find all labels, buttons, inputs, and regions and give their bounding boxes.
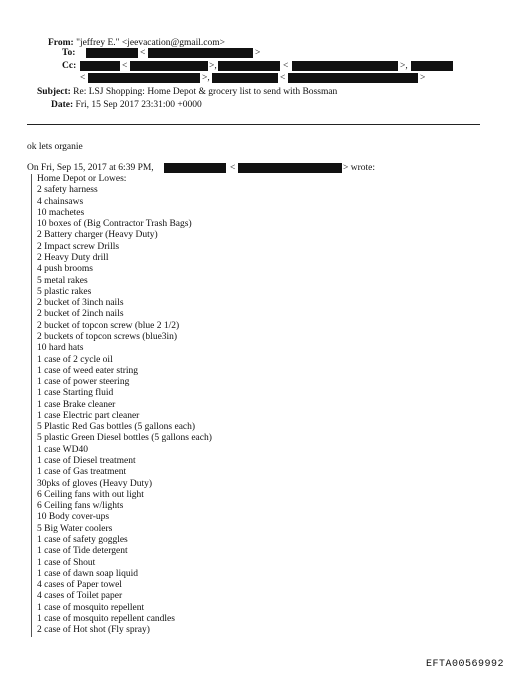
quote-intro: On Fri, Sep 15, 2017 at 6:39 PM, — [27, 163, 154, 173]
redaction-cc-7 — [212, 73, 278, 83]
list-item: 1 case of mosquito repellent candles — [37, 613, 175, 624]
list-item: 2 Impact screw Drills — [37, 241, 120, 252]
list-item: 5 plastic Green Diesel bottles (5 gallons each) — [37, 433, 212, 444]
redaction-cc-5 — [411, 61, 453, 71]
redaction-quote-name — [164, 163, 226, 173]
redaction-cc-8 — [288, 73, 418, 83]
list-item: 6 Ceiling fans w/lights — [37, 501, 124, 512]
list-item: 30pks of gloves (Heavy Duty) — [37, 478, 153, 489]
subject-line — [37, 86, 337, 98]
redaction-to-email — [148, 48, 253, 58]
list-item: 1 case of Diesel treatment — [37, 456, 136, 467]
list-item: 2 buckets of topcon screws (blue3in) — [37, 331, 178, 342]
list-item: 2 bucket of 3inch nails — [37, 298, 124, 309]
list-item: 1 case of dawn soap liquid — [37, 568, 139, 579]
quote-bracket: < — [230, 163, 236, 173]
list-item: 5 Plastic Red Gas bottles (5 gallons each) — [37, 422, 196, 433]
list-item: 10 boxes of (Big Contractor Trash Bags) — [37, 219, 192, 230]
redaction-cc-6 — [88, 73, 200, 83]
list-item: 1 case Electric part cleaner — [37, 410, 140, 421]
list-item: 1 case of 2 cycle oil — [37, 354, 113, 365]
shopping-list — [37, 185, 212, 636]
date-value: Fri, 15 Sep 2017 23:31:00 +0000 — [75, 100, 202, 110]
list-item: 2 bucket of topcon screw (blue 2 1/2) — [37, 320, 180, 331]
from-value[interactable]: "jeffrey E." <jeevacation@gmail.com> — [76, 38, 225, 48]
list-item: 1 case WD40 — [37, 444, 89, 455]
document-id: EFTA00569992 — [425, 659, 504, 670]
quoted-message — [31, 174, 212, 637]
list-item: 1 case of Gas treatment — [37, 467, 127, 478]
list-item: 6 Ceiling fans with out light — [37, 489, 144, 500]
redaction-quote-email — [238, 163, 342, 173]
list-item: 2 bucket of 2inch nails — [37, 309, 124, 320]
cc-label: Cc: — [62, 61, 77, 71]
list-item: 1 case Starting fluid — [37, 388, 114, 399]
redaction-cc-1 — [80, 61, 120, 71]
redaction-cc-3 — [218, 61, 280, 71]
subject-label: Subject: — [37, 87, 71, 97]
reply-text: ok lets organie — [27, 142, 83, 152]
list-item: 10 Body cover-ups — [37, 512, 110, 523]
list-item: 1 case of Shout — [37, 557, 96, 568]
list-item: 1 case of safety goggles — [37, 535, 128, 545]
list-item: 4 cases of Paper towel — [37, 580, 122, 591]
list-item: 1 case of power steering — [37, 377, 130, 388]
header-divider — [27, 124, 480, 125]
list-item: 5 plastic rakes — [37, 286, 92, 297]
cc-bracket: < — [122, 61, 128, 71]
cc-bracket: >, — [202, 73, 210, 83]
list-item: 1 case of weed eater string — [37, 365, 139, 376]
cc-bracket: < — [283, 61, 289, 71]
from-label: From: — [48, 38, 74, 48]
to-close-bracket: > — [255, 48, 261, 58]
list-item: 1 case of Tide detergent — [37, 546, 128, 557]
list-item: 4 chainsaws — [37, 196, 84, 207]
list-title: Home Depot or Lowes: — [37, 174, 127, 184]
list-item: 10 hard hats — [37, 343, 84, 354]
cc-bracket: < — [80, 73, 86, 83]
redaction-cc-4 — [292, 61, 398, 71]
redaction-to-name — [86, 48, 138, 58]
list-item: 2 Heavy Duty drill — [37, 252, 109, 263]
list-item: 5 Big Water coolers — [37, 523, 113, 534]
list-item: 2 safety harness — [37, 185, 98, 196]
cc-bracket: > — [420, 73, 426, 83]
cc-line — [62, 60, 76, 72]
cc-bracket: >, — [209, 61, 217, 71]
list-item: 1 case Brake cleaner — [37, 399, 116, 410]
cc-bracket: >, — [400, 61, 408, 71]
list-item: 10 machetes — [37, 207, 85, 218]
to-label: To: — [62, 48, 76, 58]
list-item: 2 case of Hot shot (Fly spray) — [37, 625, 150, 636]
list-item: 4 push brooms — [37, 264, 93, 275]
date-line — [51, 99, 202, 111]
list-item: 5 metal rakes — [37, 275, 88, 286]
list-item: 4 cases of Toilet paper — [37, 591, 123, 602]
cc-bracket: < — [280, 73, 286, 83]
list-item: 1 case of mosquito repellent — [37, 602, 145, 613]
redaction-cc-2 — [130, 61, 208, 71]
quote-wrote: > wrote: — [343, 163, 376, 173]
to-open-bracket: < — [140, 48, 146, 58]
subject-value: Re: LSJ Shopping: Home Depot & grocery list to send with Bossman — [73, 87, 338, 97]
date-label: Date: — [51, 100, 74, 110]
to-line — [62, 47, 75, 59]
list-item: 2 Battery charger (Heavy Duty) — [37, 230, 158, 241]
